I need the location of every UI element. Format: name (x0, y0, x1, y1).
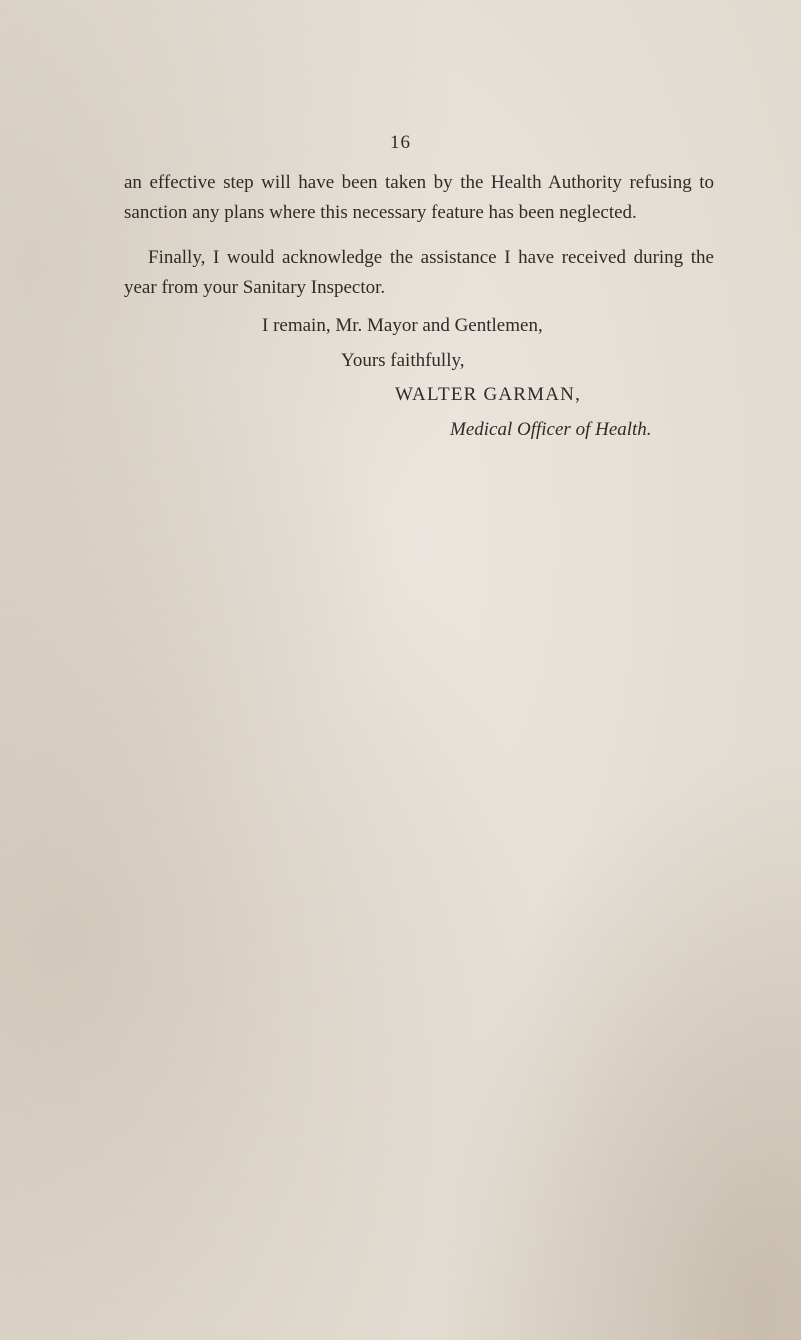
signatory-name: WALTER GARMAN, (395, 384, 582, 405)
body-paragraph-1: an effective step will have been taken by the Health Authority refusing to sanction any plans where this necessary feature has been neglected. (124, 172, 714, 223)
body-paragraph-2: Finally, I would acknowledge the assistance I have received during the year from your Sanitary Inspector. (124, 247, 714, 298)
signatory-title: Medical Officer of Health. (450, 419, 652, 440)
page-number: 16 (390, 132, 411, 153)
closing-sign-off: Yours faithfully, (341, 350, 465, 371)
closing-remain: I remain, Mr. Mayor and Gentlemen, (262, 315, 543, 336)
